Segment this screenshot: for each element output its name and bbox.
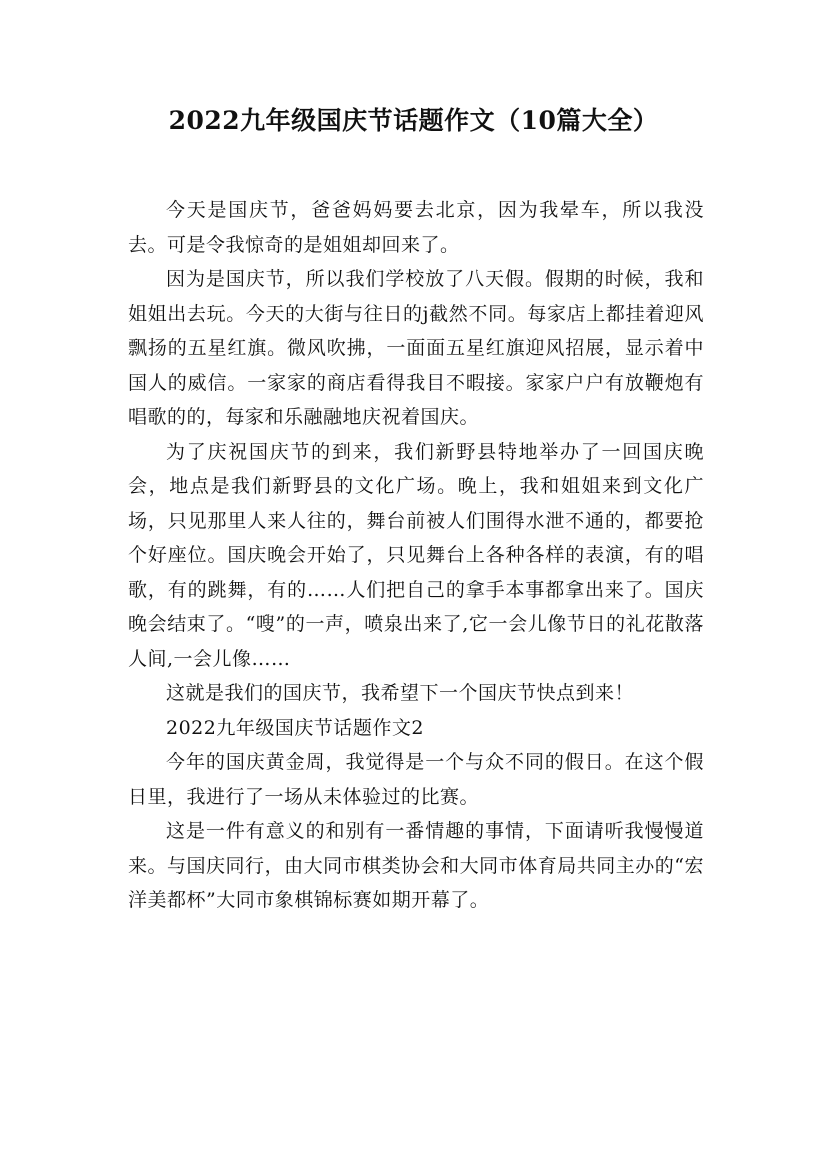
paragraph-4: 这就是我们的国庆节，我希望下一个国庆节快点到来！ [166, 682, 635, 704]
section-2-paragraph-2: 这是一件有意义的和别有一番情趣的事情，下面请听我慢慢道来。与国庆同行，由大同市棋类协会和大同市体育局共同主办的“宏洋美都杯”大同市象棋锦标赛如期开幕了。 [128, 820, 704, 911]
document-title: 2022九年级国庆节话题作文（10篇大全） [168, 106, 659, 135]
section-2-paragraph-1: 今年的国庆黄金周，我觉得是一个与众不同的假日。在这个假日里，我进行了一场从未体验过的比赛。 [128, 751, 704, 808]
paragraph-3: 为了庆祝国庆节的到来，我们新野县特地举办了一回国庆晚会，地点是我们新野县的文化广场。晚上，我和姐姐来到文化广场，只见那里人来人往的，舞台前被人们围得水泄不通的，都要抢个好座位。国庆晚会开始了，只见舞台上各种各样的表演，有的唱歌，有的跳舞，有的……人们把自己的拿手本事都拿出来了。国庆晚会结束了。“嗖”的一声，喷泉出来了,它一会儿像节日的礼花散落人间,一会儿像…… [128, 440, 704, 670]
paragraph-2: 因为是国庆节，所以我们学校放了八天假。假期的时候，我和姐姐出去玩。今天的大街与往日的j截然不同。每家店上都挂着迎风飘扬的五星红旗。微风吹拂，一面面五星红旗迎风招展，显示着中国人的威信。一家家的商店看得我目不暇接。家家户户有放鞭炮有唱歌的的，每家和乐融融地庆祝着国庆。 [128, 268, 704, 428]
document-body [128, 193, 704, 918]
paragraph-1: 今天是国庆节，爸爸妈妈要去北京，因为我晕车，所以我没去。可是令我惊奇的是姐姐却回来了。 [128, 199, 704, 256]
section-2-heading: 2022九年级国庆节话题作文2 [166, 716, 424, 739]
